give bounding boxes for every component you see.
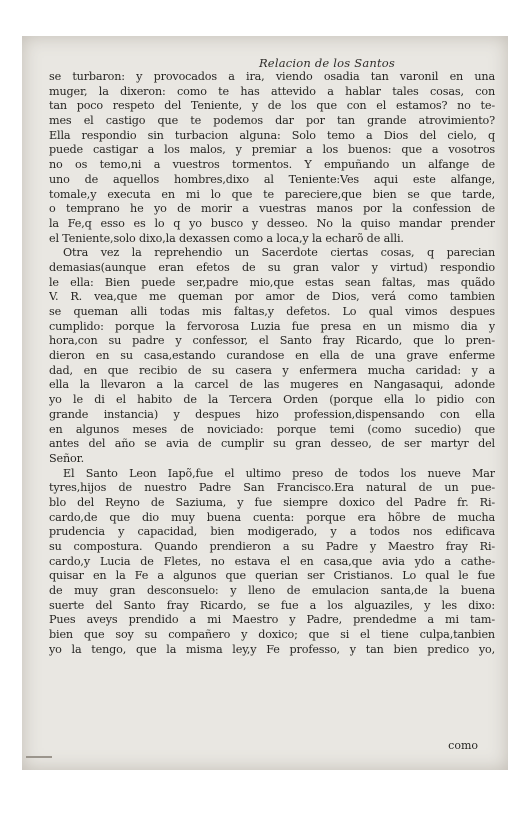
text-line: se queman alli todas mis faltas,y defetos. Lo qual vimos despues [49, 305, 495, 318]
text-line: dieron en su casa,estando curandose en ella de una grave enferme [49, 349, 495, 363]
text-line: V. R. vea,que me queman por amor de Dios, verá como tambien [49, 290, 495, 304]
text-line: en algunos meses de noviciado: porque temi (como sucedio) que [49, 422, 495, 436]
text-line: le ella: Bien puede ser,padre mio,que estas sean faltas, mas quãdo [49, 275, 495, 289]
text-line: grande instancia) y despues hizo profession,dispensando con ella [49, 407, 495, 421]
text-line: prudencia y capacidad, bien modigerado, y a todos nos edificava [49, 525, 495, 539]
text-line: puede castigar a los malos, y premiar a los buenos: que a vosotros [49, 143, 495, 157]
text-line: Ella respondio sin turbacion alguna: Solo temo a Dios del cielo, q [49, 128, 495, 142]
text-line: Otra vez la reprehendio un Sacerdote ciertas cosas, q parecian [63, 246, 495, 260]
text-line: yo le di el habito de la Tercera Orden (porque ella lo pidio con [49, 393, 495, 407]
text-line: de muy gran desconsuelo: y lleno de emulacion santa,de la buena [49, 584, 495, 598]
paragraph-2 [49, 246, 495, 466]
text-line: el Teniente,solo dixo,la dexassen como a loca,y la echarõ de alli. [49, 231, 404, 245]
text-line: tyres,hijos de nuestro Padre San Francisco.Era natural de un pue- [49, 481, 495, 495]
text-line: se turbaron: y provocados a ira, viendo osadia tan varonil en una [49, 70, 495, 83]
text-line: El Santo Leon Iapõ,fue el ultimo preso de todos los nueve Mar [63, 466, 495, 480]
text-line: hora,con su padre y confessor, el Santo fray Ricardo, que lo pren- [49, 334, 495, 348]
text-line: la Fe,q esso es lo q yo busco y desseo. No la quiso mandar prender [49, 216, 495, 230]
page-body [49, 70, 495, 658]
catchword: como [448, 739, 478, 752]
paragraph-3 [49, 467, 495, 658]
text-line: cardo,de que dio muy buena cuenta: porque era hõbre de mucha [49, 510, 495, 524]
text-line: no os temo,ni a vuestros tormentos. Y empuñando un alfange de [49, 158, 495, 172]
text-line: tomale,y executa en mi lo que te pareciere,que bien se que tarde, [49, 187, 495, 201]
text-line: suerte del Santo fray Ricardo, se fue a los alguaziles, y les dixo: [49, 598, 495, 612]
text-line: su compostura. Quando prendieron a su Padre y Maestro fray Ri- [49, 540, 495, 553]
paragraph-1 [49, 70, 495, 246]
book-page [22, 36, 508, 770]
text-line: quisar en la Fe a algunos que querian ser Cristianos. Lo qual le fue [49, 569, 495, 583]
text-line: tan poco respeto del Teniente, y de los que con el estamos? no te- [49, 99, 495, 113]
text-line: mes el castigo que te podemos dar por tan grande atrovimiento? [49, 114, 495, 128]
running-title: Relacion de los Santos [258, 56, 396, 70]
text-line: demasias(aunque eran efetos de su gran valor y virtud) respondio [49, 260, 495, 274]
text-line: muger, la dixeron: como te has attevido a hablar tales cosas, con [49, 84, 495, 98]
text-line: cardo,y Lucia de Fletes, no estava el en casa,que avia ydo a cathe- [49, 554, 495, 568]
text-line: Señor. [49, 451, 84, 465]
text-line: blo del Reyno de Saziuma, y fue siempre doxico del Padre fr. Ri- [49, 495, 495, 509]
text-line: ella la llevaron a la carcel de las mugeres en Nangasaqui, adonde [49, 378, 495, 392]
text-line: yo la tengo, que la misma ley,y Fe professo, y tan bien predico yo, [49, 642, 495, 656]
text-line: bien que soy su compañero y doxico; que si el tiene culpa,tanbien [49, 628, 495, 642]
text-line: dad, en que recibio de su casera y enfermera mucha caridad: y a [49, 363, 495, 377]
text-line: Pues aveys prendido a mi Maestro y Padre, prendedme a mi tam- [49, 613, 495, 627]
text-line: uno de aquellos hombres,dixo al Teniente:Ves aqui este alfange, [49, 172, 495, 186]
page-edge-mark [26, 756, 52, 758]
text-line: o temprano he yo de morir a vuestras manos por la confession de [49, 202, 495, 216]
text-line: cumplido: porque la fervorosa Luzia fue presa en un mismo dia y [49, 319, 495, 333]
text-line: antes del año se avia de cumplir su gran desseo, de ser martyr del [49, 437, 495, 451]
